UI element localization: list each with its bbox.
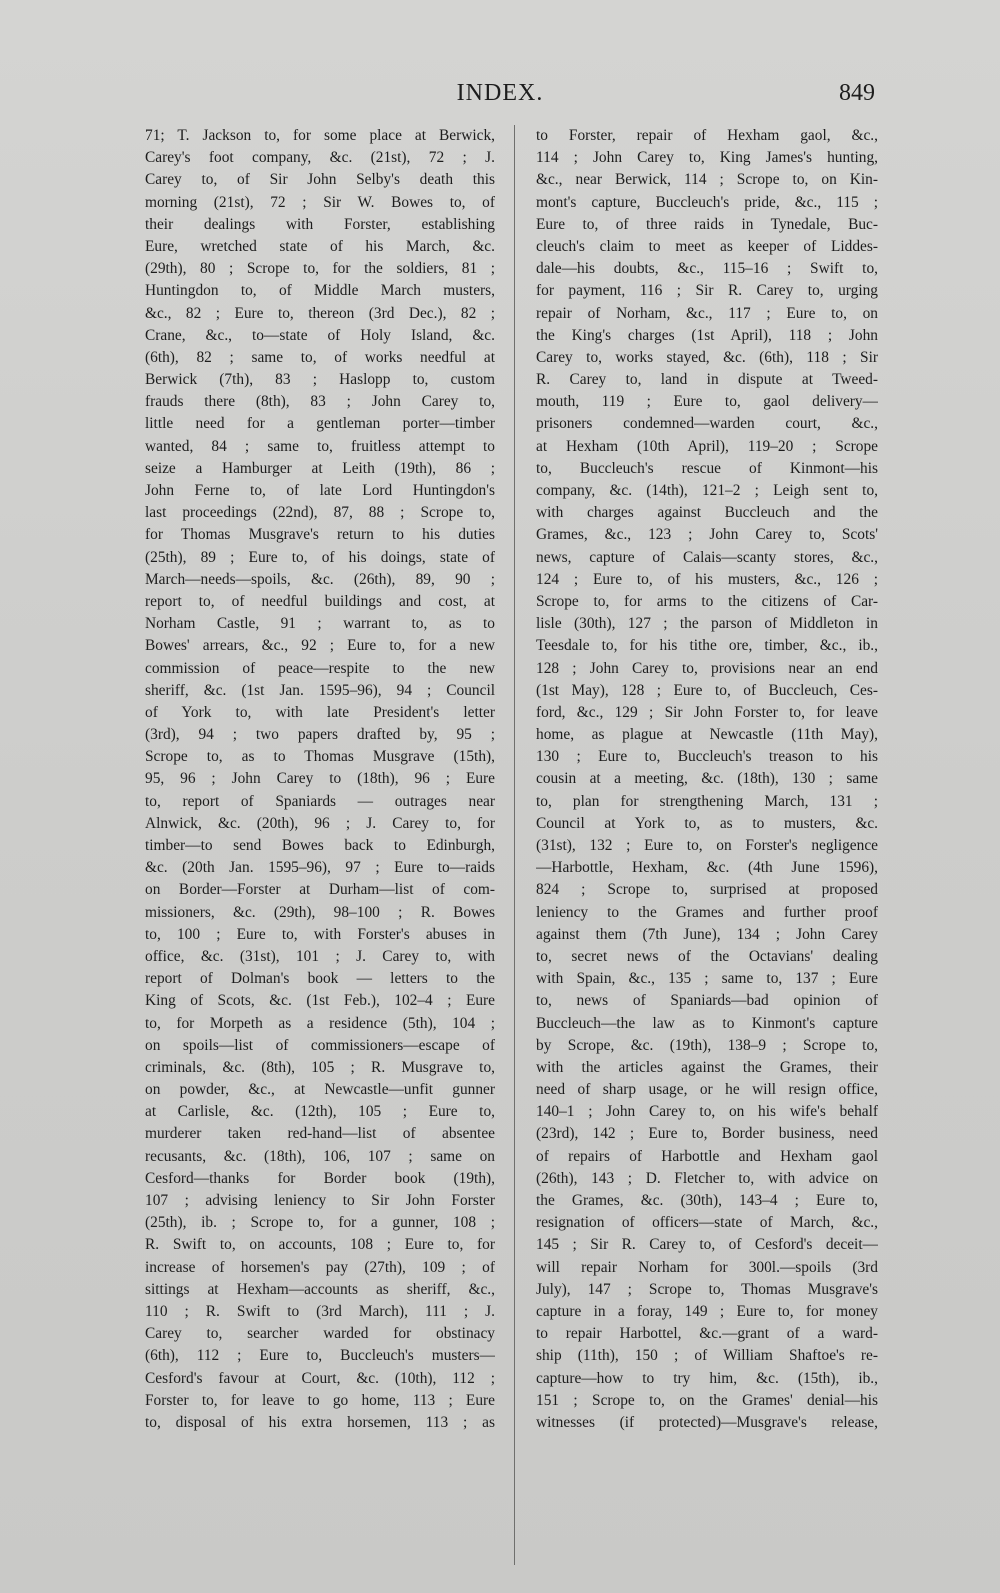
index-line: with Spain, &c., 135 ; same to, 137 ; Eure bbox=[536, 970, 878, 988]
index-line: 124 ; Eure to, of his musters, &c., 126 ; bbox=[536, 570, 878, 588]
index-line: of repairs of Harbottle and Hexham gaol bbox=[536, 1147, 878, 1165]
index-line: 140–1 ; John Carey to, on his wife's behalf bbox=[536, 1103, 878, 1121]
index-line: 151 ; Scrope to, on the Grames' denial—his bbox=[536, 1391, 878, 1409]
index-line: criminals, &c. (8th), 105 ; R. Musgrave to, bbox=[145, 1058, 495, 1076]
index-line: Teesdale to, for his tithe ore, timber, &c., ib., bbox=[536, 637, 878, 655]
index-line: Norham Castle, 91 ; warrant to, as to bbox=[145, 615, 495, 633]
index-line: 824 ; Scrope to, surprised at proposed bbox=[536, 881, 878, 899]
index-line: seize a Hamburger at Leith (19th), 86 ; bbox=[145, 459, 495, 477]
index-line: to, 100 ; Eure to, with Forster's abuses in bbox=[145, 925, 495, 943]
index-line: Cesford's favour at Court, &c. (10th), 112 ; bbox=[145, 1369, 495, 1387]
index-line: for payment, 116 ; Sir R. Carey to, urging bbox=[536, 282, 878, 300]
index-line: 110 ; R. Swift to (3rd March), 111 ; J. bbox=[145, 1302, 495, 1320]
index-line: little need for a gentleman porter—timber bbox=[145, 415, 495, 433]
index-line: at Hexham (10th April), 119–20 ; Scrope bbox=[536, 437, 878, 455]
index-line: R. Swift to, on accounts, 108 ; Eure to, for bbox=[145, 1236, 495, 1254]
index-line: (26th), 143 ; D. Fletcher to, with advice on bbox=[536, 1169, 878, 1187]
index-line: their dealings with Forster, establishing bbox=[145, 215, 495, 233]
index-line: company, &c. (14th), 121–2 ; Leigh sent to, bbox=[536, 482, 878, 499]
index-line: to, report of Spaniards — outrages near bbox=[145, 792, 495, 810]
index-line: dale—his doubts, &c., 115–16 ; Swift to, bbox=[536, 260, 878, 278]
index-line: (6th), 82 ; same to, of works needful at bbox=[145, 348, 495, 366]
index-line: frauds there (8th), 83 ; John Carey to, bbox=[145, 393, 495, 411]
index-line: to, disposal of his extra horsemen, 113 ; as bbox=[145, 1413, 495, 1431]
index-line: Carey to, of Sir John Selby's death this bbox=[145, 171, 495, 189]
index-line: Carey to, works stayed, &c. (6th), 118 ; Sir bbox=[536, 348, 878, 366]
index-line: capture—how to try him, &c. (15th), ib., bbox=[536, 1369, 878, 1387]
index-line: to, Buccleuch's rescue of Kinmont—his bbox=[536, 459, 878, 477]
index-line: witnesses (if protected)—Musgrave's release, bbox=[536, 1413, 878, 1431]
index-line: King of Scots, &c. (1st Feb.), 102–4 ; Eure bbox=[145, 992, 495, 1010]
index-line: on Border—Forster at Durham—list of com- bbox=[145, 881, 495, 899]
index-line: leniency to the Grames and further proof bbox=[536, 903, 878, 921]
index-line: Berwick (7th), 83 ; Haslopp to, custom bbox=[145, 371, 495, 389]
index-line: &c. (20th Jan. 1595–96), 97 ; Eure to—raids bbox=[145, 859, 495, 877]
index-line: (25th), ib. ; Scrope to, for a gunner, 108 ; bbox=[145, 1214, 495, 1232]
index-line: capture in a foray, 149 ; Eure to, for money bbox=[536, 1302, 878, 1320]
index-line: home, as plague at Newcastle (11th May), bbox=[536, 726, 878, 744]
index-line: missioners, &c. (29th), 98–100 ; R. Bowes bbox=[145, 903, 495, 921]
index-line: Forster to, for leave to go home, 113 ; Eure bbox=[145, 1391, 495, 1409]
index-line: Buccleuch—the law as to Kinmont's capture bbox=[536, 1014, 878, 1032]
index-line: mouth, 119 ; Eure to, gaol delivery— bbox=[536, 393, 878, 411]
index-line: R. Carey to, land in dispute at Tweed- bbox=[536, 371, 878, 389]
index-line: on spoils—list of commissioners—escape of bbox=[145, 1036, 495, 1054]
index-line: (3rd), 94 ; two papers drafted by, 95 ; bbox=[145, 726, 495, 744]
index-line: cleuch's claim to meet as keeper of Liddes- bbox=[536, 237, 878, 255]
index-line: timber—to send Bowes back to Edinburgh, bbox=[145, 837, 495, 854]
index-line: March—needs—spoils, &c. (26th), 89, 90 ; bbox=[145, 570, 495, 588]
index-line: ford, &c., 129 ; Sir John Forster to, for leave bbox=[536, 703, 878, 721]
index-line: report of Dolman's book — letters to the bbox=[145, 970, 495, 988]
index-line: Alnwick, &c. (20th), 96 ; J. Carey to, for bbox=[145, 814, 495, 832]
index-line: report to, of needful buildings and cost, at bbox=[145, 592, 495, 610]
page-number: 849 bbox=[839, 80, 875, 106]
index-line: at Carlisle, &c. (12th), 105 ; Eure to, bbox=[145, 1103, 495, 1121]
index-line: Cesford—thanks for Border book (19th), bbox=[145, 1169, 495, 1187]
index-line: (23rd), 142 ; Eure to, Border business, need bbox=[536, 1125, 878, 1143]
index-line: July), 147 ; Scrope to, Thomas Musgrave's bbox=[536, 1280, 878, 1298]
index-line: 71; T. Jackson to, for some place at Berwick, bbox=[145, 127, 495, 144]
index-line: Bowes' arrears, &c., 92 ; Eure to, for a new bbox=[145, 637, 495, 655]
right-column bbox=[536, 125, 878, 1545]
index-line: news, capture of Calais—scanty stores, &c., bbox=[536, 548, 878, 566]
index-line: with the articles against the Grames, their bbox=[536, 1058, 878, 1076]
index-line: to, plan for strengthening March, 131 ; bbox=[536, 792, 878, 810]
index-line: on powder, &c., at Newcastle—unfit gunner bbox=[145, 1081, 495, 1099]
left-column bbox=[145, 125, 495, 1545]
index-line: to, news of Spaniards—bad opinion of bbox=[536, 992, 878, 1010]
index-line: John Ferne to, of late Lord Huntingdon's bbox=[145, 482, 495, 499]
index-line: Scrope to, as to Thomas Musgrave (15th), bbox=[145, 748, 495, 766]
index-line: with charges against Buccleuch and the bbox=[536, 504, 878, 522]
index-line: 128 ; John Carey to, provisions near an end bbox=[536, 659, 878, 677]
index-line: by Scrope, &c. (19th), 138–9 ; Scrope to, bbox=[536, 1036, 878, 1054]
index-line: recusants, &c. (18th), 106, 107 ; same on bbox=[145, 1147, 495, 1165]
index-line: the Grames, &c. (30th), 143–4 ; Eure to, bbox=[536, 1192, 878, 1209]
index-line: commission of peace—respite to the new bbox=[145, 659, 495, 677]
index-line: (6th), 112 ; Eure to, Buccleuch's musters— bbox=[145, 1347, 495, 1365]
index-line: to repair Harbottel, &c.—grant of a ward- bbox=[536, 1325, 878, 1343]
index-line: Carey's foot company, &c. (21st), 72 ; J. bbox=[145, 149, 495, 167]
index-line: mont's capture, Buccleuch's pride, &c., 115 ; bbox=[536, 193, 878, 211]
index-line: resignation of officers—state of March, &c., bbox=[536, 1214, 878, 1232]
index-line: to, secret news of the Octavians' dealing bbox=[536, 947, 878, 965]
index-line: repair of Norham, &c., 117 ; Eure to, on bbox=[536, 304, 878, 322]
index-line: to, for Morpeth as a residence (5th), 104 ; bbox=[145, 1014, 495, 1032]
index-line: Scrope to, for arms to the citizens of Car- bbox=[536, 592, 878, 610]
index-line: Eure to, of three raids in Tynedale, Buc- bbox=[536, 215, 878, 233]
index-line: &c., 82 ; Eure to, thereon (3rd Dec.), 82 ; bbox=[145, 304, 495, 322]
index-line: morning (21st), 72 ; Sir W. Bowes to, of bbox=[145, 193, 495, 211]
column-divider bbox=[514, 125, 515, 1565]
index-line: Crane, &c., to—state of Holy Island, &c. bbox=[145, 326, 495, 344]
index-line: for Thomas Musgrave's return to his duties bbox=[145, 526, 495, 544]
index-line: —Harbottle, Hexham, &c. (4th June 1596), bbox=[536, 859, 878, 877]
index-line: the King's charges (1st April), 118 ; John bbox=[536, 326, 878, 344]
index-line: (25th), 89 ; Eure to, of his doings, state of bbox=[145, 548, 495, 566]
index-line: sheriff, &c. (1st Jan. 1595–96), 94 ; Council bbox=[145, 681, 495, 699]
index-line: (1st May), 128 ; Eure to, of Buccleuch, Ces- bbox=[536, 681, 878, 699]
index-line: prisoners condemned—warden court, &c., bbox=[536, 415, 878, 433]
index-line: lisle (30th), 127 ; the parson of Middleton in bbox=[536, 615, 878, 633]
index-line: Carey to, searcher warded for obstinacy bbox=[145, 1325, 495, 1343]
running-header-title: INDEX. bbox=[456, 80, 544, 106]
index-line: murderer taken red-hand—list of absentee bbox=[145, 1125, 495, 1143]
index-line: 130 ; Eure to, Buccleuch's treason to his bbox=[536, 748, 878, 766]
index-line: last proceedings (22nd), 87, 88 ; Scrope to, bbox=[145, 504, 495, 522]
index-line: sittings at Hexham—accounts as sheriff, &c., bbox=[145, 1280, 495, 1298]
index-line: of York to, with late President's letter bbox=[145, 703, 495, 721]
index-line: 95, 96 ; John Carey to (18th), 96 ; Eure bbox=[145, 770, 495, 788]
index-line: (31st), 132 ; Eure to, on Forster's negligence bbox=[536, 837, 878, 854]
index-line: increase of horsemen's pay (27th), 109 ; of bbox=[145, 1258, 495, 1276]
index-line: wanted, 84 ; same to, fruitless attempt to bbox=[145, 437, 495, 455]
index-line: 107 ; advising leniency to Sir John Forster bbox=[145, 1192, 495, 1209]
index-line: ship (11th), 150 ; of William Shaftoe's re- bbox=[536, 1347, 878, 1365]
index-line: Eure, wretched state of his March, &c. bbox=[145, 237, 495, 255]
index-line: to Forster, repair of Hexham gaol, &c., bbox=[536, 127, 878, 144]
index-line: cousin at a meeting, &c. (18th), 130 ; same bbox=[536, 770, 878, 788]
index-line: &c., near Berwick, 114 ; Scrope to, on Kin- bbox=[536, 171, 878, 189]
index-line: Grames, &c., 123 ; John Carey to, Scots' bbox=[536, 526, 878, 544]
index-line: will repair Norham for 300l.—spoils (3rd bbox=[536, 1258, 878, 1276]
index-line: 114 ; John Carey to, King James's hunting, bbox=[536, 149, 878, 167]
index-line: against them (7th June), 134 ; John Carey bbox=[536, 925, 878, 943]
index-line: Council at York to, as to musters, &c. bbox=[536, 814, 878, 832]
index-line: office, &c. (31st), 101 ; J. Carey to, with bbox=[145, 947, 495, 965]
index-line: 145 ; Sir R. Carey to, of Cesford's deceit— bbox=[536, 1236, 878, 1254]
index-line: need of sharp usage, or he will resign office, bbox=[536, 1081, 878, 1099]
index-line: Huntingdon to, of Middle March musters, bbox=[145, 282, 495, 300]
index-line: (29th), 80 ; Scrope to, for the soldiers, 81 ; bbox=[145, 260, 495, 278]
